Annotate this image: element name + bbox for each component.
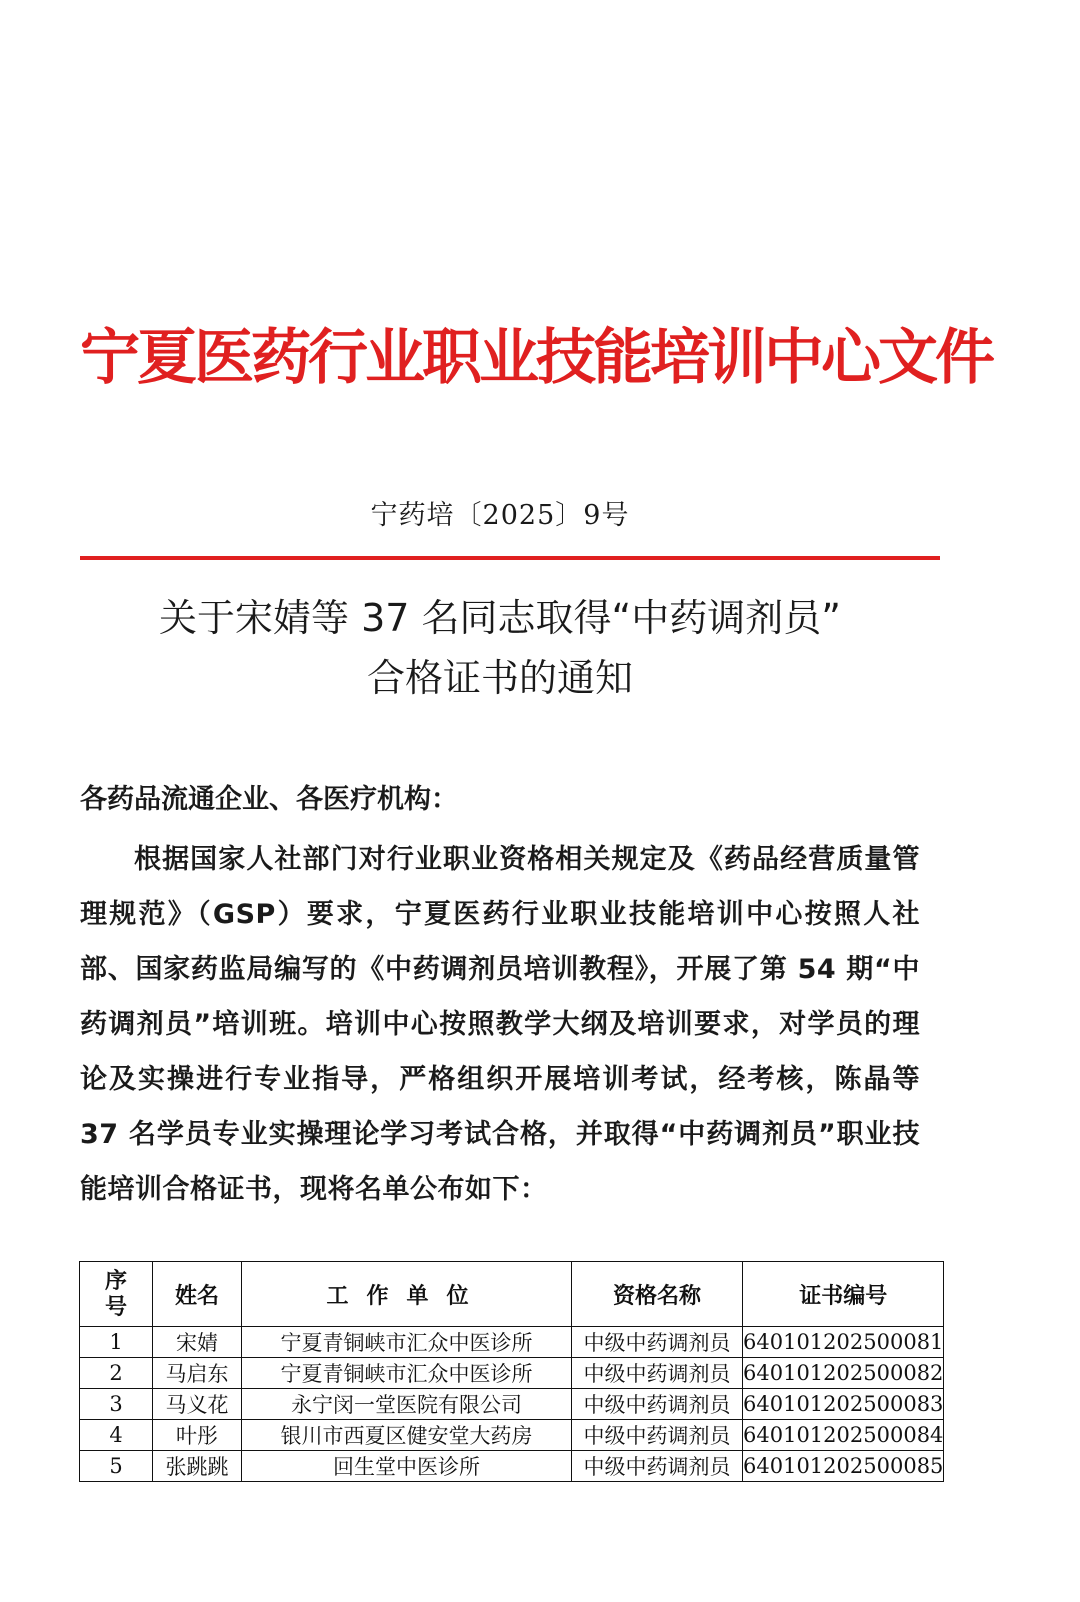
header-cert-no: 证书编号 [743,1262,944,1327]
cell-qualification: 中级中药调剂员 [572,1451,743,1482]
cell-qualification: 中级中药调剂员 [572,1389,743,1420]
cell-cert-no: 640101202500084 [743,1420,944,1451]
table-row [80,1420,944,1451]
document-number: 宁药培〔2025〕9号 [370,500,630,531]
notice-title-line-2: 合格证书的通知 [366,656,633,700]
cell-seq: 4 [80,1420,153,1451]
cell-name: 叶彤 [153,1420,242,1451]
body-paragraph: 根据国家人社部门对行业职业资格相关规定及《药品经营质量管理规范》（GSP）要求，宁夏医药行业职业技能培训中心按照人社部、国家药监局编写的《中药调剂员培训教程》，开展了第 54 期“中药调剂员”培训班。培训中心按照教学大纲及培训要求，对学员的理论及实操进行专业指导，严格组织开展培训考试，经考核，陈晶等 37 名学员专业实操理论学习考试合格，并取得“中药调剂员”职业技能培训合格证书，现将名单公布如下： [80,844,920,1205]
cell-cert-no: 640101202500085 [743,1451,944,1482]
cell-cert-no: 640101202500081 [743,1327,944,1358]
cell-unit: 宁夏青铜峡市汇众中医诊所 [242,1358,572,1389]
table-row [80,1389,944,1420]
header-seq [80,1262,153,1327]
header-seq-top: 序 [104,1268,127,1294]
cell-seq: 3 [80,1389,153,1420]
header-seq-bottom: 号 [104,1294,127,1320]
header-qualification: 资格名称 [572,1262,743,1327]
cell-seq: 1 [80,1327,153,1358]
header-name: 姓名 [153,1262,242,1327]
cell-name: 宋婧 [153,1327,242,1358]
cell-unit: 宁夏青铜峡市汇众中医诊所 [242,1327,572,1358]
cell-seq: 2 [80,1358,153,1389]
table-header-row [80,1262,944,1327]
cell-cert-no: 640101202500083 [743,1389,944,1420]
salutation: 各药品流通企业、各医疗机构： [80,784,458,815]
table-row [80,1451,944,1482]
cell-qualification: 中级中药调剂员 [572,1420,743,1451]
notice-title-line-1: 关于宋婧等 37 名同志取得“中药调剂员” [159,596,841,640]
cell-seq: 5 [80,1451,153,1482]
notice-title [80,588,920,708]
cell-unit: 银川市西夏区健安堂大药房 [242,1420,572,1451]
cell-name: 马义花 [153,1389,242,1420]
cell-unit: 回生堂中医诊所 [242,1451,572,1482]
certificate-roster-table [79,1261,944,1482]
cell-qualification: 中级中药调剂员 [572,1358,743,1389]
cell-qualification: 中级中药调剂员 [572,1327,743,1358]
table-row [80,1358,944,1389]
cell-name: 马启东 [153,1358,242,1389]
cell-name: 张跳跳 [153,1451,242,1482]
cell-cert-no: 640101202500082 [743,1358,944,1389]
red-divider [80,556,940,560]
cell-unit: 永宁闵一堂医院有限公司 [242,1389,572,1420]
table-row [80,1327,944,1358]
header-unit: 工作单位 [242,1262,572,1327]
issuer-header: 宁夏医药行业职业技能培训中心文件 [80,323,992,393]
